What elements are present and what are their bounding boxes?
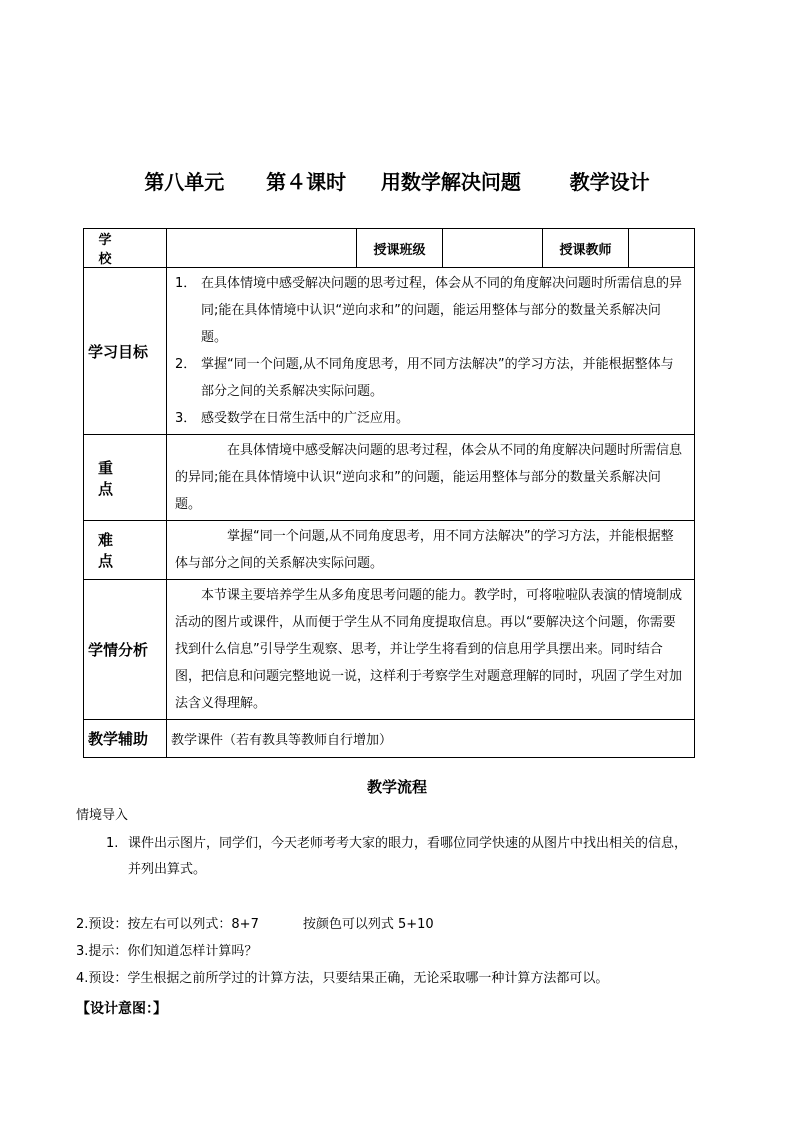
flow-title: 教学流程 xyxy=(366,778,427,796)
aids-label: 教学辅助 xyxy=(84,720,167,758)
objective-text: 感受数学在日常生活中的广泛应用。 xyxy=(201,411,410,426)
title-lesson: 第４课时 xyxy=(266,170,347,194)
key-cell xyxy=(167,435,695,521)
school-label-cell xyxy=(84,229,167,268)
analysis-cell xyxy=(167,580,695,720)
difficulty-row xyxy=(84,521,695,580)
objective-num: 1． xyxy=(175,276,197,291)
difficulty-text: 掌握“同一个问题,从不同角度思考，用不同方法解决”的学习方法，并能根据整体与部分之间的关系解决实际问题。 xyxy=(175,529,674,571)
flow-item-2 xyxy=(76,912,434,938)
school-row xyxy=(84,229,695,268)
difficulty-label-cell xyxy=(84,521,167,580)
flow-item-2-part-b: 按颜色可以列式 5+10 xyxy=(302,917,434,932)
analysis-text: 本节课主要培养学生从多角度思考问题的能力。教学时，可将啦啦队表演的情境制成活动的图片或课件，从而便于学生从不同角度提取信息。再以“要解决这个问题，你需要找到什么信息”引导学生观察、思考，并让学生将看到的信息用学具摆出来。同时结合图，把信息和问题完整地说一说，这样利于考察学生对题意理解的同时，巩固了学生对加法含义得理解。 xyxy=(175,588,683,711)
lesson-info-table xyxy=(83,228,695,758)
objective-item xyxy=(175,405,686,432)
objective-num: 3． xyxy=(175,411,197,426)
school-label xyxy=(88,229,162,267)
objective-item xyxy=(175,351,686,405)
flow-item-1-num: 1. xyxy=(106,836,119,851)
difficulty-label-text: 难点 xyxy=(98,531,148,570)
objective-text: 掌握“同一个问题,从不同角度思考，用不同方法解决”的学习方法，并能根据整体与部分之间的关系解决实际问题。 xyxy=(201,357,674,399)
title-kind: 教学设计 xyxy=(569,170,650,194)
key-label xyxy=(88,457,162,499)
flow-item-2-part-a: 2.预设：按左右可以列式：8+7 xyxy=(76,917,259,932)
flow-item-1 xyxy=(106,831,696,883)
flow-item-3: 3.提示：你们知道怎样计算吗？ xyxy=(76,944,258,959)
class-value-cell xyxy=(443,229,543,268)
objective-num: 2． xyxy=(175,357,197,372)
objectives-cell xyxy=(167,268,695,435)
title-topic: 用数学解决问题 xyxy=(380,170,521,194)
flow-section-heading: 情境导入 xyxy=(76,808,129,823)
aids-text: 教学课件（若有教具等教师自行增加） xyxy=(167,720,695,758)
class-label: 授课班级 xyxy=(357,229,443,268)
teacher-label: 授课教师 xyxy=(543,229,629,268)
objectives-label: 学习目标 xyxy=(84,268,167,435)
analysis-label: 学情分析 xyxy=(84,580,167,720)
key-label-text: 重点 xyxy=(98,458,148,498)
difficulty-label xyxy=(88,529,162,571)
flow-item-1-text: 课件出示图片，同学们，今天老师考考大家的眼力，看哪位同学快速的从图片中找出相关的信息，并列出算式。 xyxy=(128,836,688,877)
key-text: 在具体情境中感受解决问题的思考过程，体会从不同的角度解决问题时所需信息的异同;能在具体情境中认识“逆向求和”的问题，能运用整体与部分的数量关系解决问题。 xyxy=(175,443,683,512)
difficulty-cell xyxy=(167,521,695,580)
analysis-row xyxy=(84,580,695,720)
objectives-row xyxy=(84,268,695,435)
key-label-cell xyxy=(84,435,167,521)
key-row xyxy=(84,435,695,521)
design-intent: 【设计意图：】 xyxy=(76,1001,167,1017)
aids-row xyxy=(84,720,695,758)
objective-text: 在具体情境中感受解决问题的思考过程，体会从不同的角度解决问题时所需信息的异同;能在具体情境中认识“逆向求和”的问题，能运用整体与部分的数量关系解决问题。 xyxy=(201,276,683,345)
school-value-cell xyxy=(167,229,357,268)
teacher-value-cell xyxy=(629,229,695,268)
objectives-list xyxy=(171,268,690,434)
title-unit: 第八单元 xyxy=(144,170,225,194)
page-title xyxy=(0,166,794,195)
school-label-text: 学校 xyxy=(98,233,152,267)
flow-item-4: 4.预设：学生根据之前所学过的计算方法，只要结果正确，无论采取哪一种计算方法都可以。 xyxy=(76,971,609,986)
objective-item xyxy=(175,270,686,351)
